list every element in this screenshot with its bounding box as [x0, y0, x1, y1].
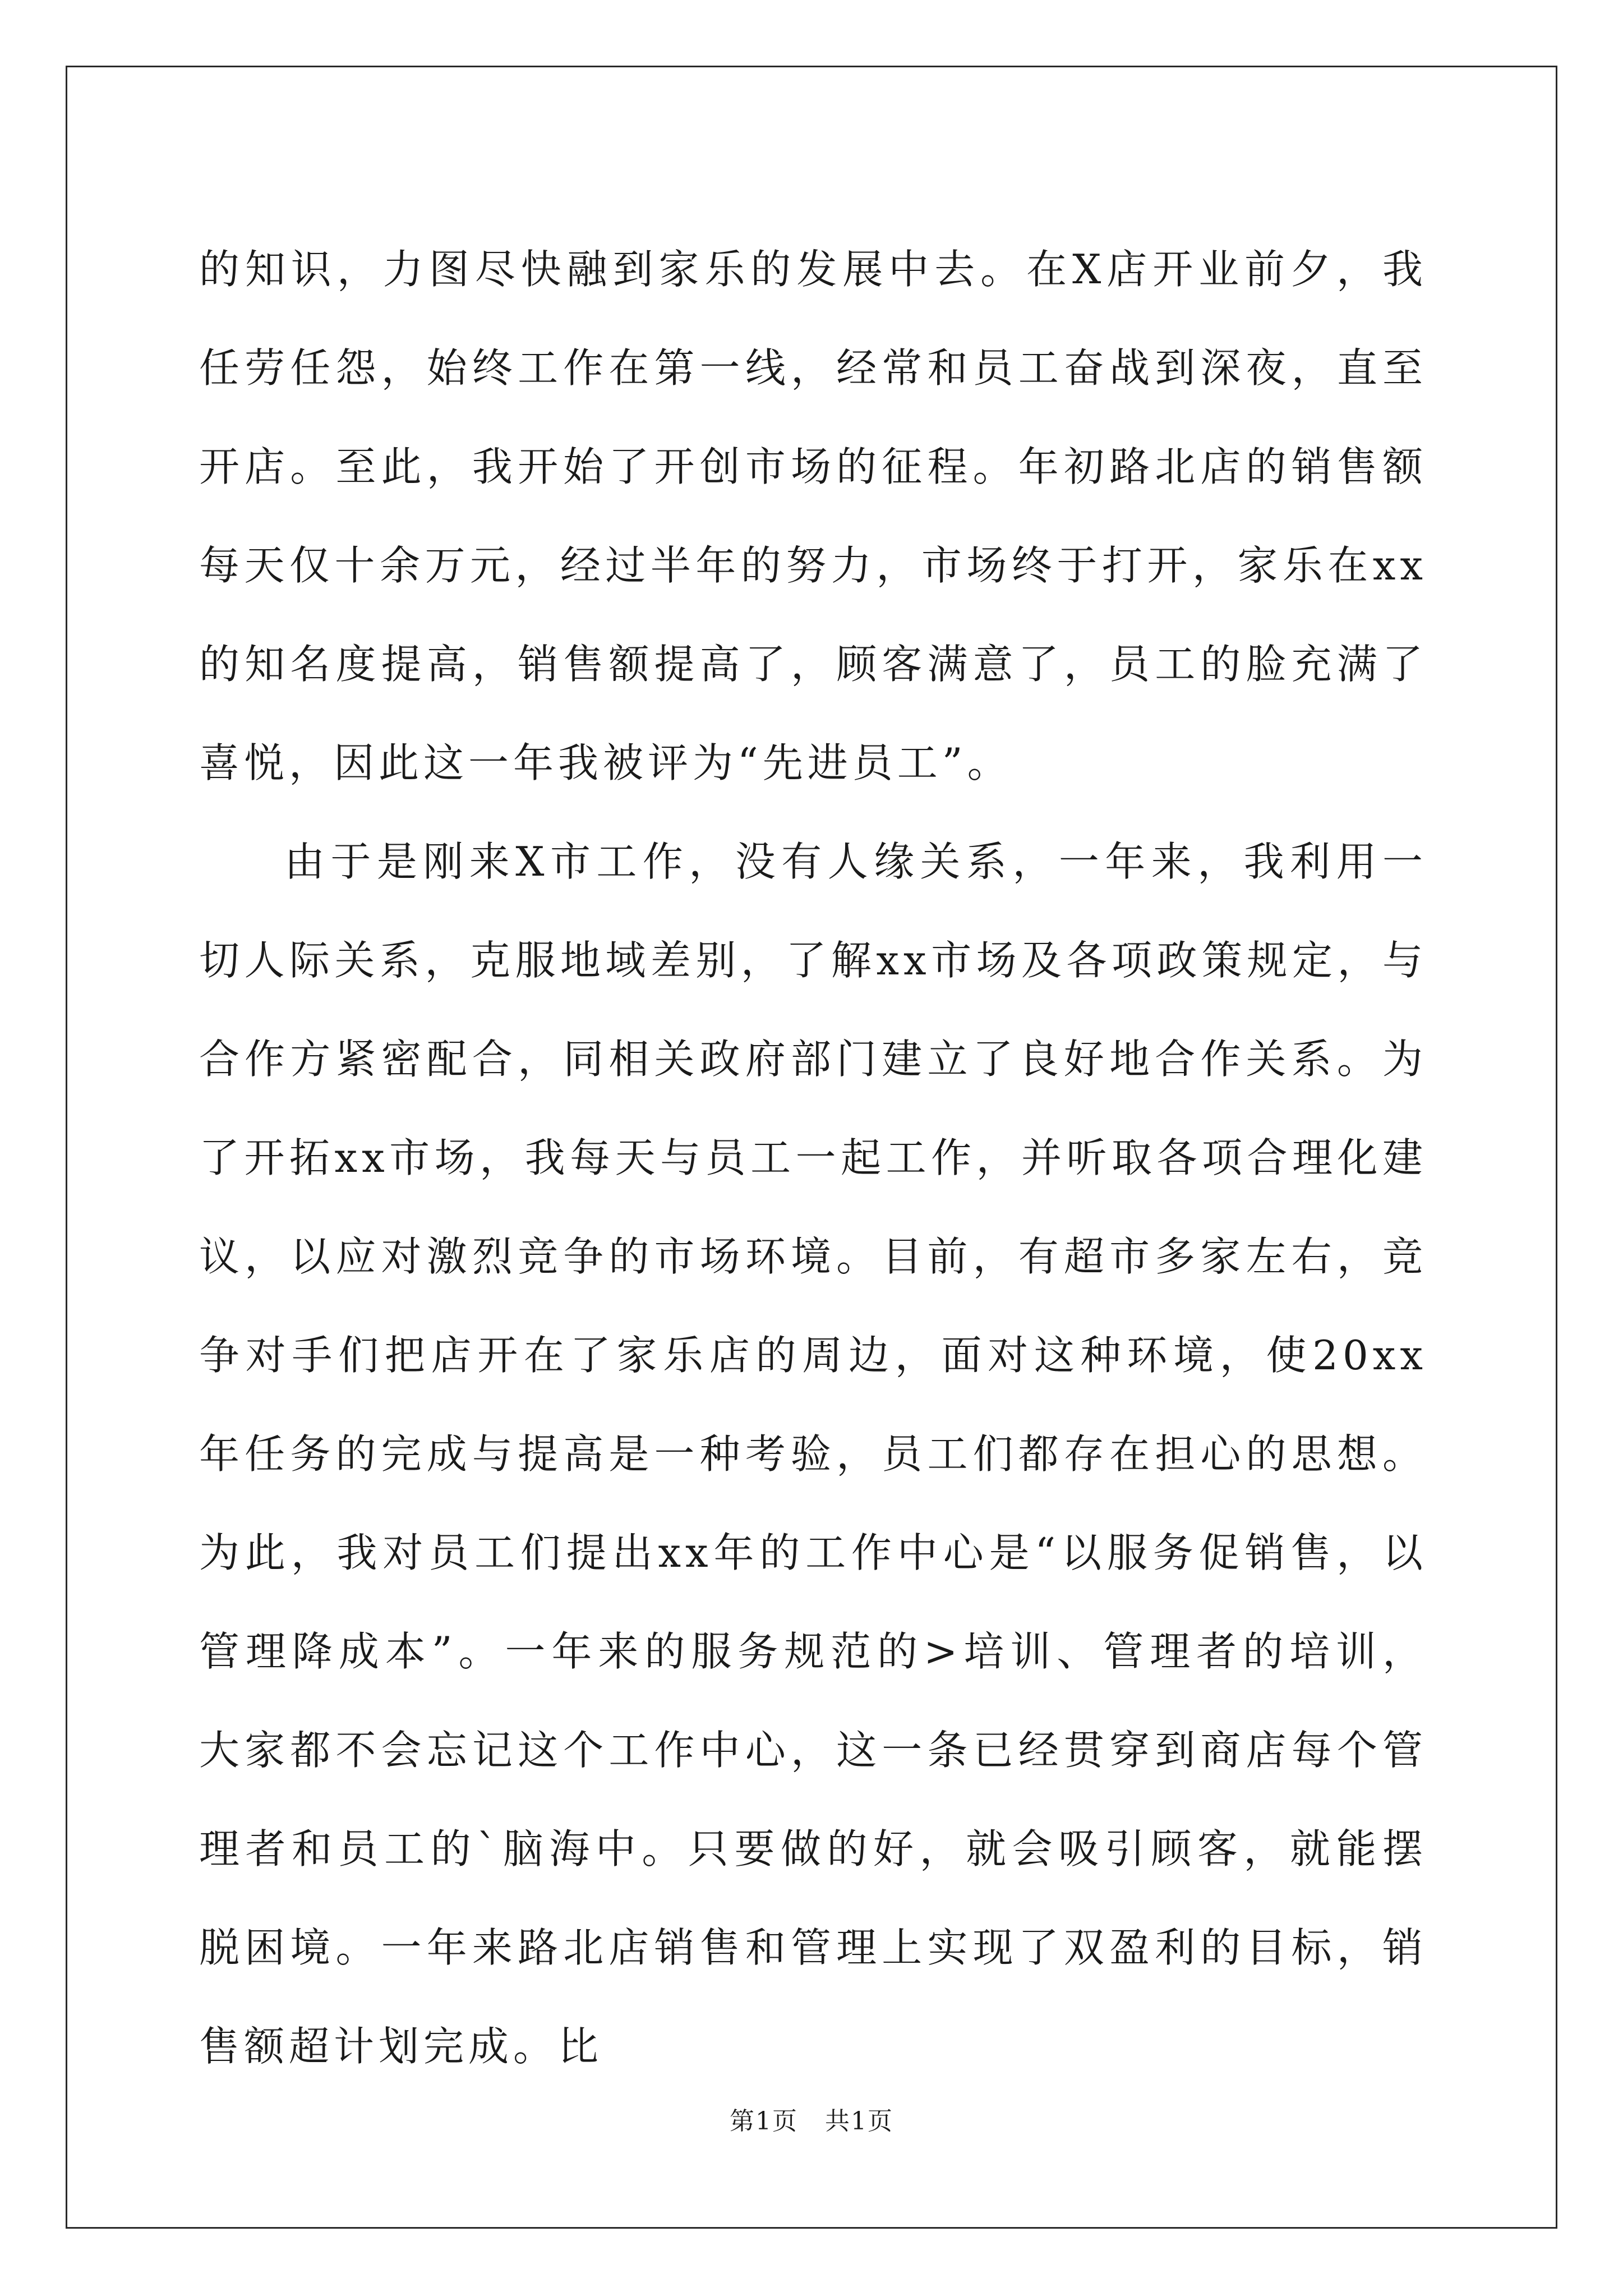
page-number: 第1页 — [730, 2107, 798, 2136]
paragraph-1: 的知识，力图尽快融到家乐的发展中去。在X店开业前夕，我任劳任怨，始终工作在第一线，经常和员工奋战到深夜，直至开店。至此，我开始了开创市场的征程。年初路北店的销售额每天仅十余万元，经过半年的努力，市场终于打开，家乐在xx的知名度提高，销售额提高了，顾客满意了，员工的脸充满了喜悦，因此这一年我被评为“先进员工”。 — [199, 246, 1427, 786]
document-body — [199, 220, 1427, 2096]
paragraph-2: 由于是刚来X市工作，没有人缘关系，一年来，我利用一切人际关系，克服地域差别，了解xx市场及各项政策规定，与合作方紧密配合，同相关政府部门建立了良好地合作关系。为了开拓xx市场，我每天与员工一起工作，并听取各项合理化建议，以应对激烈竞争的市场环境。目前，有超市多家左右，竞争对手们把店开在了家乐店的周边，面对这种环境，使20xx年任务的完成与提高是一种考验，员工们都存在担心的思想。为此，我对员工们提出xx年的工作中心是“以服务促销售，以管理降成本”。一年来的服务规范的>培训、管理者的培训，大家都不会忘记这个工作中心，这一条已经贯穿到商店每个管理者和员工的`脑海中。只要做的好，就会吸引顾客，就能摆脱困境。一年来路北店销售和管理上实现了双盈利的目标，销售额超计划完成。比 — [199, 838, 1427, 2070]
page-footer — [0, 2105, 1623, 2138]
page-total: 共1页 — [825, 2107, 893, 2136]
